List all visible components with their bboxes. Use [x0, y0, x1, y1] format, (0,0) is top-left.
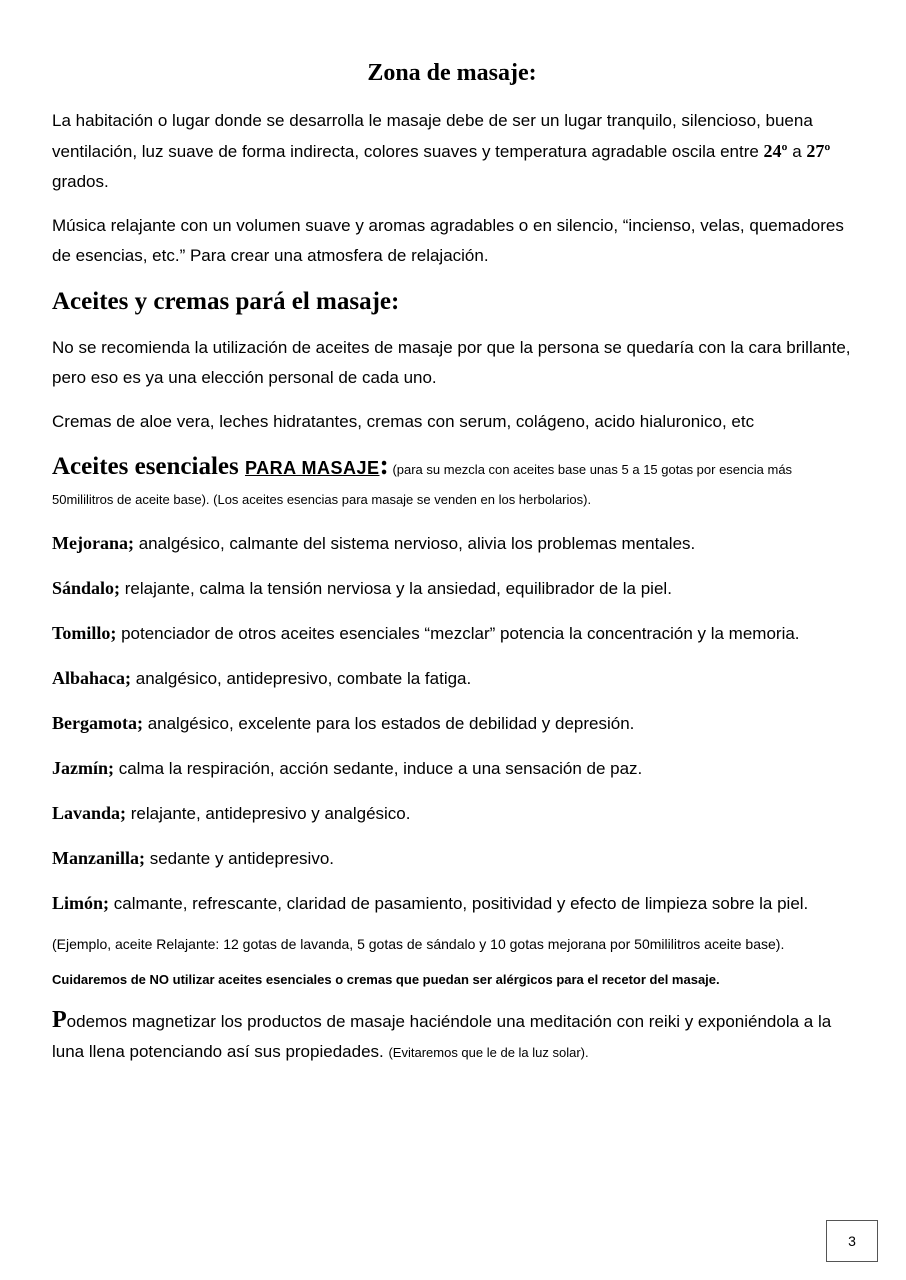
list-item [52, 663, 852, 694]
essential-oils-note: (para su mezcla con aceites base unas 5 a 15 gotas por esencia más 50mililitros de aceite base). (Los aceites esencias para masaje se venden en los herbolarios). [52, 462, 793, 507]
oil-desc: analgésico, antidepresivo, combate la fatiga. [131, 669, 472, 688]
oil-desc: sedante y antidepresivo. [145, 849, 335, 868]
oil-term: Manzanilla; [52, 848, 145, 868]
list-item [52, 573, 852, 604]
reiki-text: odemos magnetizar los productos de masaje haciéndole una meditación con reiki y exponiéndola a la luna llena potenciando así sus propiedades. [52, 1012, 832, 1061]
oil-term: Lavanda; [52, 803, 127, 823]
page-number: 3 [826, 1220, 878, 1262]
document-page [52, 56, 852, 1067]
oil-desc: calmante, refrescante, claridad de pasamiento, positividad y efecto de limpieza sobre la piel. [109, 894, 809, 913]
oil-term: Jazmín; [52, 758, 114, 778]
temp-min: 24º [763, 141, 788, 161]
oil-term: Bergamota; [52, 713, 143, 733]
section-title-zona-masaje: Zona de masaje: [367, 60, 537, 86]
list-item [52, 618, 852, 649]
list-item [52, 753, 852, 784]
list-item [52, 708, 852, 739]
essential-oils-list [52, 528, 852, 919]
oil-desc: calma la respiración, acción sedante, induce a una sensación de paz. [114, 759, 643, 778]
paragraph-music: Música relajante con un volumen suave y aromas agradables o en silencio, “incienso, velas, quemadores de esencias, etc.” Para crear una atmosfera de relajación. [52, 216, 844, 265]
list-item [52, 843, 852, 874]
allergy-warning: Cuidaremos de NO utilizar aceites esenciales o cremas que puedan ser alérgicos para el recetor del masaje. [52, 972, 720, 987]
list-item [52, 798, 852, 829]
list-item [52, 888, 852, 919]
paragraph-oils-recommendation: No se recomienda la utilización de aceites de masaje por que la persona se quedaría con la cara brillante, pero eso es ya una elección personal de cada uno. [52, 338, 851, 387]
text-room-end: grados. [52, 172, 109, 191]
initial-capital: P [52, 1007, 67, 1033]
essential-oils-heading [52, 451, 852, 514]
oil-desc: relajante, calma la tensión nerviosa y la ansiedad, equilibrador de la piel. [120, 579, 672, 598]
essential-oils-subtitle-underlined: PARA MASAJE [244, 458, 380, 478]
paragraph-room-conditions [52, 106, 852, 197]
oil-term: Sándalo; [52, 578, 121, 598]
oil-desc: analgésico, calmante del sistema nervioso, alivia los problemas mentales. [133, 534, 696, 553]
section-title-aceites-cremas: Aceites y cremas pará el masaje: [52, 288, 400, 315]
oil-term: Limón; [52, 893, 110, 913]
paragraph-reiki [52, 1005, 852, 1067]
temp-max: 27º [806, 141, 831, 161]
reiki-note: (Evitaremos que le de la luz solar). [388, 1045, 589, 1060]
essential-oils-colon: : [379, 450, 389, 481]
list-item [52, 528, 852, 559]
text-room-mid: a [787, 142, 807, 161]
oil-term: Albahaca; [52, 668, 132, 688]
oil-term: Tomillo; [52, 623, 117, 643]
text-room-a: La habitación o lugar donde se desarrolla le masaje debe de ser un lugar tranquilo, silencioso, buena ventilación, luz suave de forma indirecta, colores suaves y temperatura agradable oscila entre [52, 111, 813, 161]
example-blend: (Ejemplo, aceite Relajante: 12 gotas de lavanda, 5 gotas de sándalo y 10 gotas mejorana por 50mililitros aceite base). [52, 936, 785, 952]
oil-desc: potenciador de otros aceites esenciales “mezclar” potencia la concentración y la memoria. [116, 624, 800, 643]
oil-term: Mejorana; [52, 533, 134, 553]
essential-oils-title: Aceites esenciales [52, 453, 245, 480]
paragraph-creams: Cremas de aloe vera, leches hidratantes, cremas con serum, colágeno, acido hialuronico, etc [52, 412, 755, 431]
oil-desc: analgésico, excelente para los estados de debilidad y depresión. [142, 714, 635, 733]
oil-desc: relajante, antidepresivo y analgésico. [126, 804, 411, 823]
